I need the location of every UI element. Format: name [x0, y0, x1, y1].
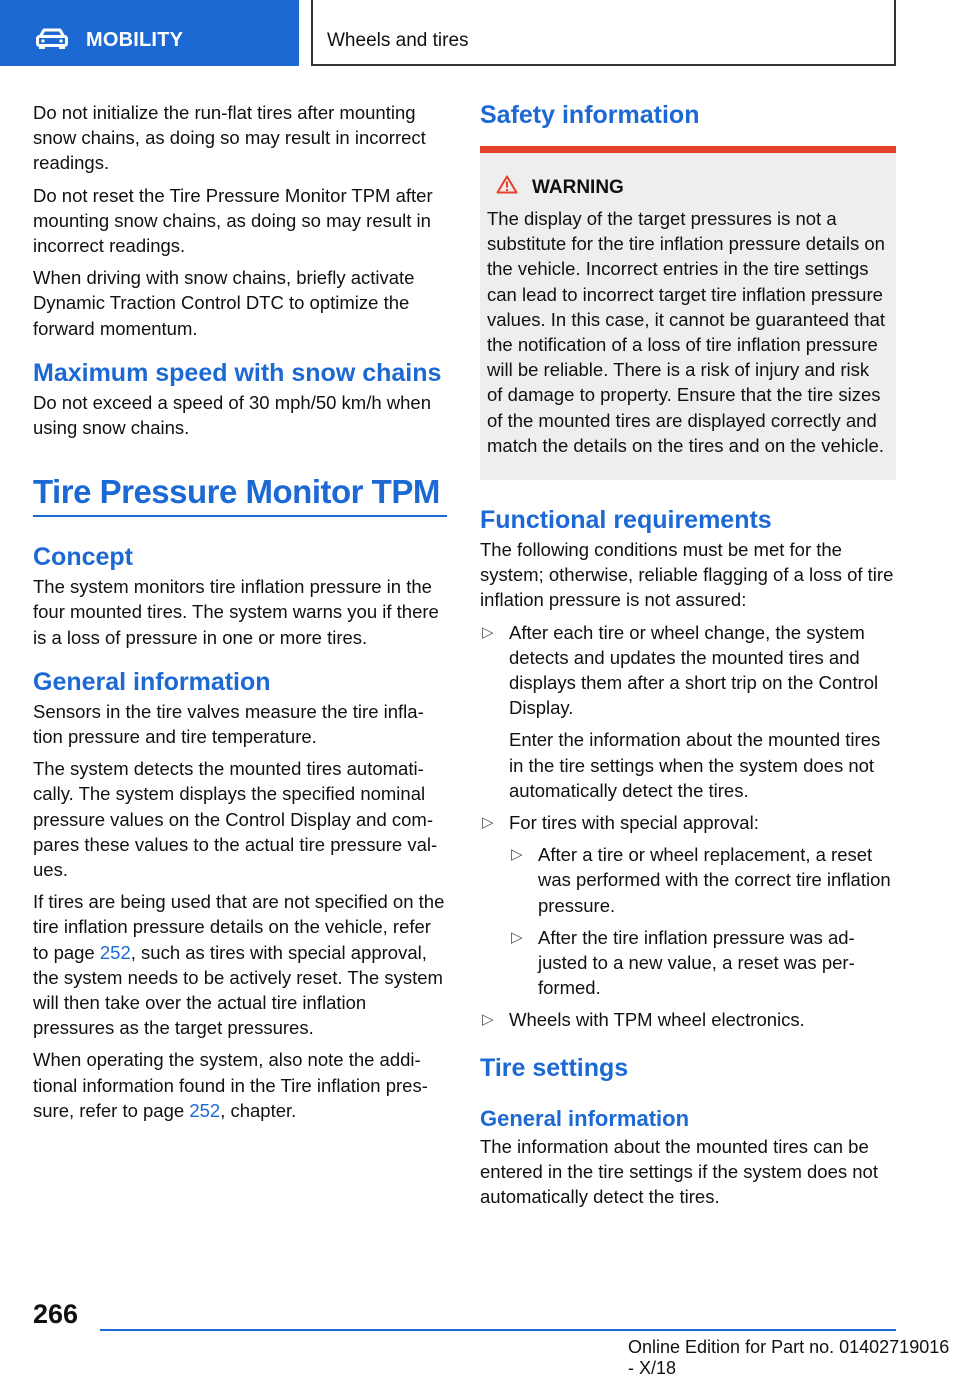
paragraph: If tires are being used that are not specified on the tire inflation pressure details on the vehicle, refer to page 252, such as tires with special approval, the system needs to be actively reset. The system will then take over the actual tire inflation pressures as the target pressures. [33, 891, 445, 1039]
bullet-triangle-icon: ▷ [482, 623, 494, 641]
paragraph: The system monitors tire inflation pressure in the four mounted tires. The system warns you if there is a loss of pressure in one or more tires. [33, 576, 439, 648]
heading-concept: Concept [33, 543, 133, 572]
bullet-triangle-icon: ▷ [511, 846, 523, 864]
list-item: ▷ For tires with special approval: ▷ After a tire or wheel replacement, a reset was performed with the correct tire inflation pressure. ▷ After the tire inflation pressure was adjusted to a new value, a reset was performed. [480, 810, 896, 1000]
section-label: MOBILITY [86, 29, 184, 51]
warning-triangle-icon [496, 175, 518, 200]
paragraph: The following conditions must be met for the system; otherwise, reliable flagging of a loss of tire inflation pressure is not assured: [480, 539, 894, 611]
heading-general-information: General information [480, 1105, 690, 1131]
heading-tpm: Tire Pressure Monitor TPM [33, 473, 440, 511]
paragraph: When operating the system, also note the additional information found in the Tire inflation pressure, refer to page 252, chapter. [33, 1049, 428, 1121]
paragraph: When driving with snow chains, briefly activate Dynamic Traction Control DTC to optimize the forward momentum. [33, 267, 415, 339]
header-bar [0, 0, 960, 66]
chapter-tab[interactable] [311, 0, 896, 66]
requirements-list [480, 620, 896, 1033]
section-tab-mobility[interactable] [0, 0, 299, 66]
warning-header [487, 175, 888, 200]
car-icon [36, 28, 68, 55]
paragraph: Do not reset the Tire Pressure Monitor TPM after mounting snow chains, as doing so may result in incorrect readings. [33, 184, 433, 257]
list-item: ▷ Wheels with TPM wheel electronics. [480, 1007, 896, 1032]
heading-rule [33, 515, 447, 517]
heading-general-information: General information [33, 667, 271, 696]
bullet-triangle-icon: ▷ [482, 1011, 494, 1029]
heading-max-speed: Maximum speed with snow chains [33, 358, 442, 387]
footer-rule [100, 1329, 896, 1331]
paragraph: Sensors in the tire valves measure the tire inflation pressure and tire temperature. [33, 700, 424, 748]
paragraph: Do not initialize the run-flat tires after mounting snow chains, as doing so may result in incorrect readings. [33, 102, 426, 174]
paragraph: The system detects the mounted tires automatically. The system displays the specified nominal pressure values on the Control Display and compares these values to the actual tire pressure values. [33, 758, 438, 881]
bullet-triangle-icon: ▷ [511, 928, 523, 946]
edition-text: Online Edition for Part no. 01402719016 - X/18 [628, 1337, 950, 1378]
paragraph: Do not exceed a speed of 30 mph/50 km/h when using snow chains. [33, 391, 432, 439]
heading-tire-settings: Tire settings [480, 1053, 629, 1082]
list-item: ▷ After the tire inflation pressure was adjusted to a new value, a reset was performed. [511, 926, 855, 999]
left-column [33, 100, 447, 1130]
list-item: ▷ After each tire or wheel change, the system detects and updates the mounted tires and displays them after a short trip on the Control Display. Enter the information about the mounted tires in the tire settings when the system does not automatically detect the tires. [482, 621, 881, 801]
chapter-label: Wheels and tires [327, 30, 469, 51]
list-item: ▷ After a tire or wheel replacement, a reset was performed with the correct tire inflation pressure. [511, 844, 891, 916]
sub-list [509, 842, 896, 1000]
warning-box [480, 146, 896, 480]
bullet-triangle-icon: ▷ [482, 814, 494, 832]
warning-text: The display of the target pressures is not a substitute for the tire inflation pressure details on the vehicle. Incorrect entries in the tire settings can lead to incorrect target tire inflation pressure values. In this case, it cannot be guaranteed that the notification of a loss of tire inflation pressure will be reliable. There is a risk of injury and risk of damage to property. Ensure that the tire sizes of the mounted tires are displayed correctly and match the details on the tires and on the vehicle. [487, 208, 886, 456]
heading-functional-requirements: Functional requirements [480, 506, 772, 535]
page-link[interactable]: 252 [189, 1099, 221, 1121]
heading-safety-information: Safety information [480, 101, 700, 129]
page-number: 266 [33, 1299, 79, 1329]
paragraph: The information about the mounted tires can be entered in the tire settings if the system does not automatically detect the tires. [480, 1135, 878, 1208]
page-link[interactable]: 252 [99, 941, 131, 963]
right-column [480, 100, 896, 1216]
warning-label: WARNING [532, 176, 624, 198]
